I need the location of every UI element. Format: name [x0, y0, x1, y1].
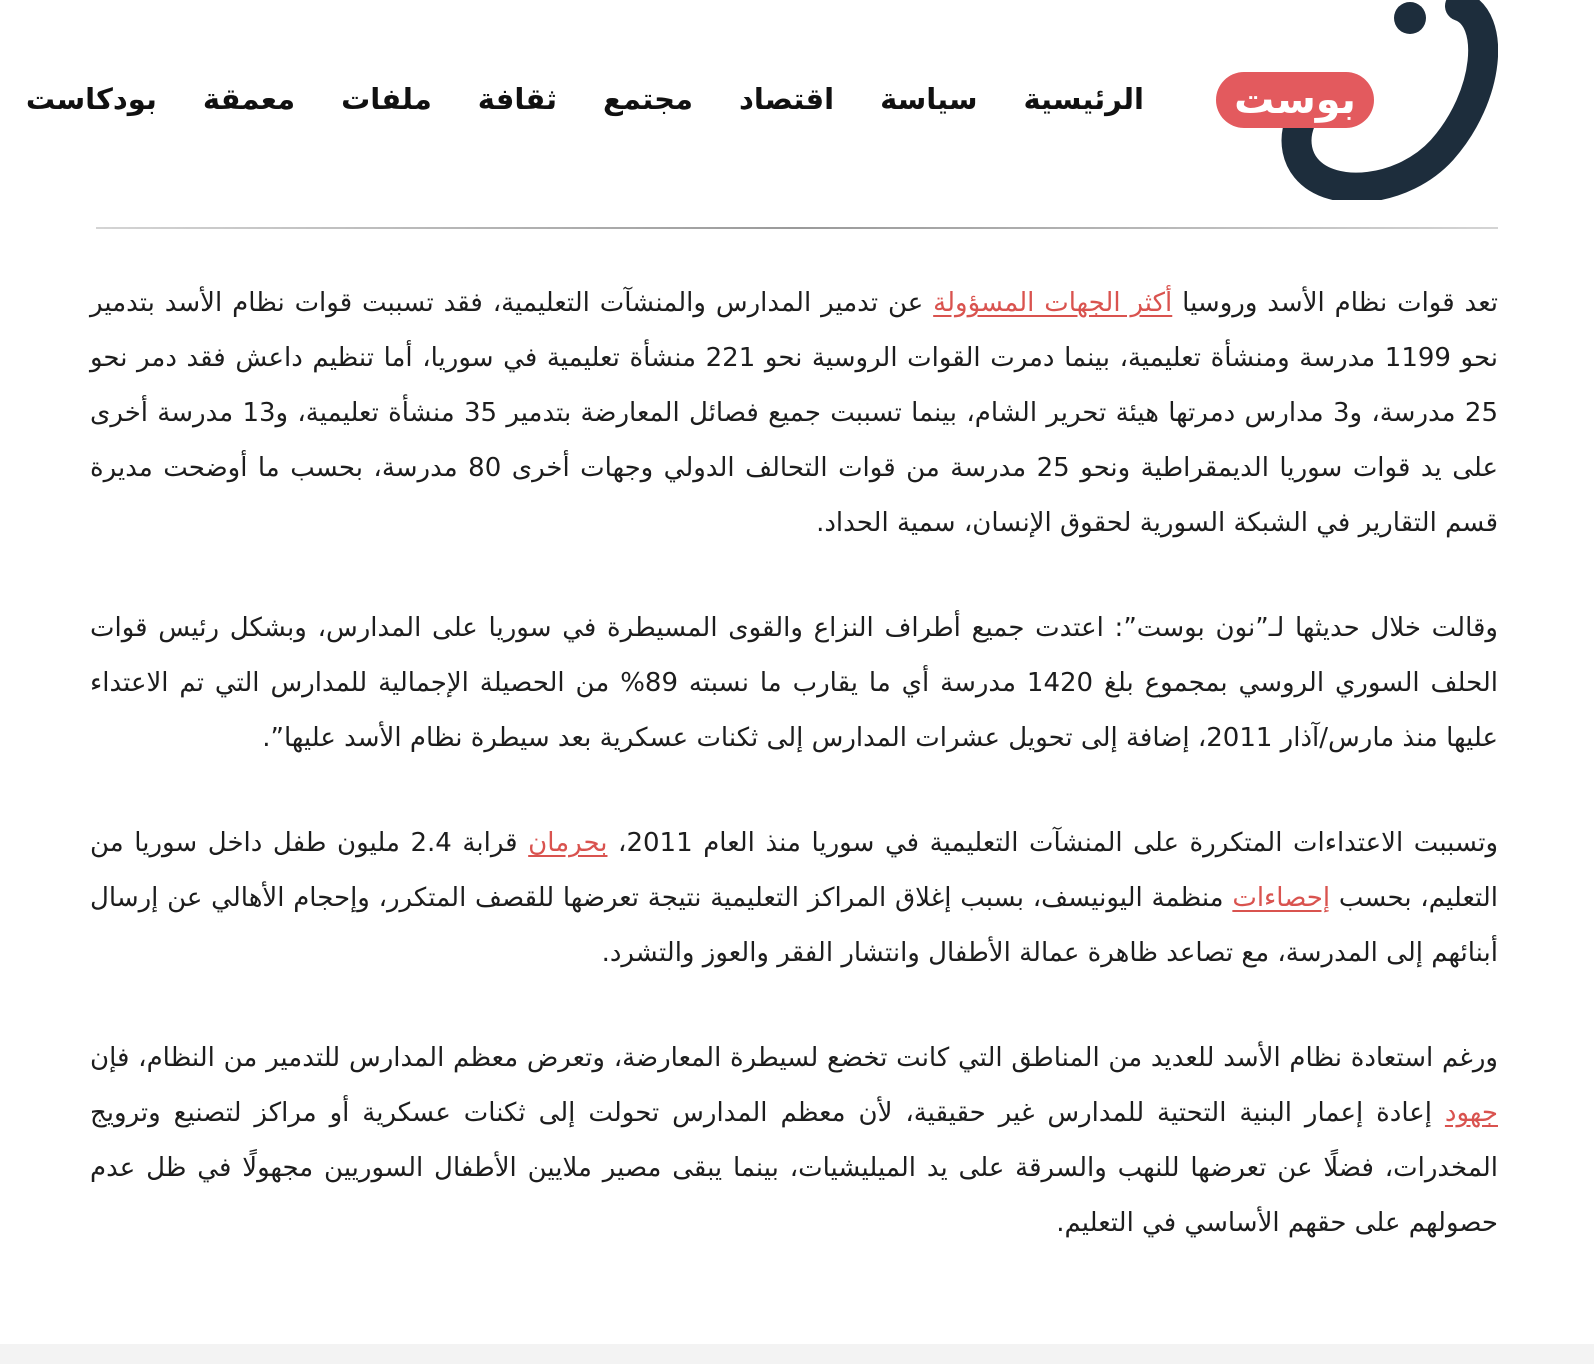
- nav-item-economy[interactable]: اقتصاد: [738, 82, 835, 116]
- paragraph-text: إعادة إعمار البنية التحتية للمدارس غير حقيقية، لأن معظم المدارس تحولت إلى ثكنات عسكرية أو مراكز لتصنيع وترويج المخدرات، فضلًا عن تعرضها للنهب والسرقة على يد الميليشيات، بينما يبقى مصير ملايين الأطفال السوريين مجهولًا في ظل عدم حصولهم على حقهم الأساسي في التعليم.: [90, 1098, 1498, 1238]
- inline-link[interactable]: أكثر الجهات المسؤولة: [933, 288, 1173, 318]
- logo-badge: بوست: [1216, 72, 1374, 128]
- article-paragraph: [90, 601, 1498, 766]
- article-paragraph: [90, 816, 1498, 981]
- paragraph-text: عن تدمير المدارس والمنشآت التعليمية، فقد تسببت قوات نظام الأسد بتدمير نحو 1199 مدرسة ومنشأة تعليمية، بينما دمرت القوات الروسية نحو 221 منشأة تعليمية في سوريا، أما تنظيم داعش فقد دمر نحو 25 مدرسة، و3 مدارس دمرتها هيئة تحرير الشام، بينما تسببت جميع فصائل المعارضة بتدمير 35 منشأة تعليمية، و13 مدرسة أخرى على يد قوات سوريا الديمقراطية ونحو 25 مدرسة من قوات التحالف الدولي وجهات أخرى 80 مدرسة، بحسب ما أوضحت مديرة قسم التقارير في الشبكة السورية لحقوق الإنسان، سمية الحداد.: [90, 288, 1499, 538]
- nav-item-society[interactable]: مجتمع: [603, 82, 693, 116]
- nav-item-podcast[interactable]: بودكاست: [25, 82, 157, 116]
- paragraph-text: وقالت خلال حديثها لـ”نون بوست”: اعتدت جميع أطراف النزاع والقوى المسيطرة في سوريا على المدارس، وبشكل رئيس قوات الحلف السوري الروسي بمجموع بلغ 1420 مدرسة أي ما يقارب ما نسبته 89% من الحصيلة الإجمالية للمدارس التي تم الاعتداء عليها منذ مارس/آذار 2011، إضافة إلى تحويل عشرات المدارس إلى ثكنات عسكرية بعد سيطرة نظام الأسد عليها”.: [90, 613, 1498, 753]
- inline-link[interactable]: بحرمان: [528, 828, 608, 858]
- inline-link[interactable]: جهود: [1444, 1098, 1498, 1128]
- article-body: [90, 276, 1498, 1301]
- nav-item-in-depth[interactable]: معمقة: [202, 82, 296, 116]
- nav-item-home[interactable]: الرئيسية: [1023, 82, 1144, 116]
- site-logo[interactable]: [1198, 0, 1498, 200]
- nav-list: [26, 70, 1144, 128]
- paragraph-text: وتسببت الاعتداءات المتكررة على المنشآت التعليمية في سوريا منذ العام 2011،: [607, 828, 1498, 858]
- article-paragraph: [90, 276, 1498, 551]
- page-bottom-edge: [0, 1344, 1594, 1364]
- inline-link[interactable]: إحصاءات: [1232, 883, 1331, 913]
- site-header: [0, 0, 1594, 232]
- paragraph-text: منظمة اليونيسف، بسبب إغلاق المراكز التعليمية نتيجة تعرضها للقصف المتكرر، وإحجام الأهالي عن إرسال أبنائهم إلى المدرسة، مع تصاعد ظاهرة عمالة الأطفال وانتشار الفقر والعوز والتشرد.: [90, 883, 1498, 968]
- nav-item-culture[interactable]: ثقافة: [477, 82, 558, 116]
- paragraph-text: ورغم استعادة نظام الأسد للعديد من المناطق التي كانت تخضع لسيطرة المعارضة، وتعرض معظم المدارس للتدمير من النظام، فإن: [90, 1043, 1498, 1073]
- nav-item-politics[interactable]: سياسة: [880, 82, 978, 116]
- paragraph-text: قرابة 2.4 مليون طفل داخل سوريا من التعليم، بحسب: [90, 828, 1498, 913]
- nav-item-files[interactable]: ملفات: [341, 82, 432, 116]
- header-divider: [96, 227, 1498, 229]
- paragraph-text: تعد قوات نظام الأسد وروسيا: [1172, 288, 1498, 318]
- article-paragraph: [90, 1031, 1498, 1251]
